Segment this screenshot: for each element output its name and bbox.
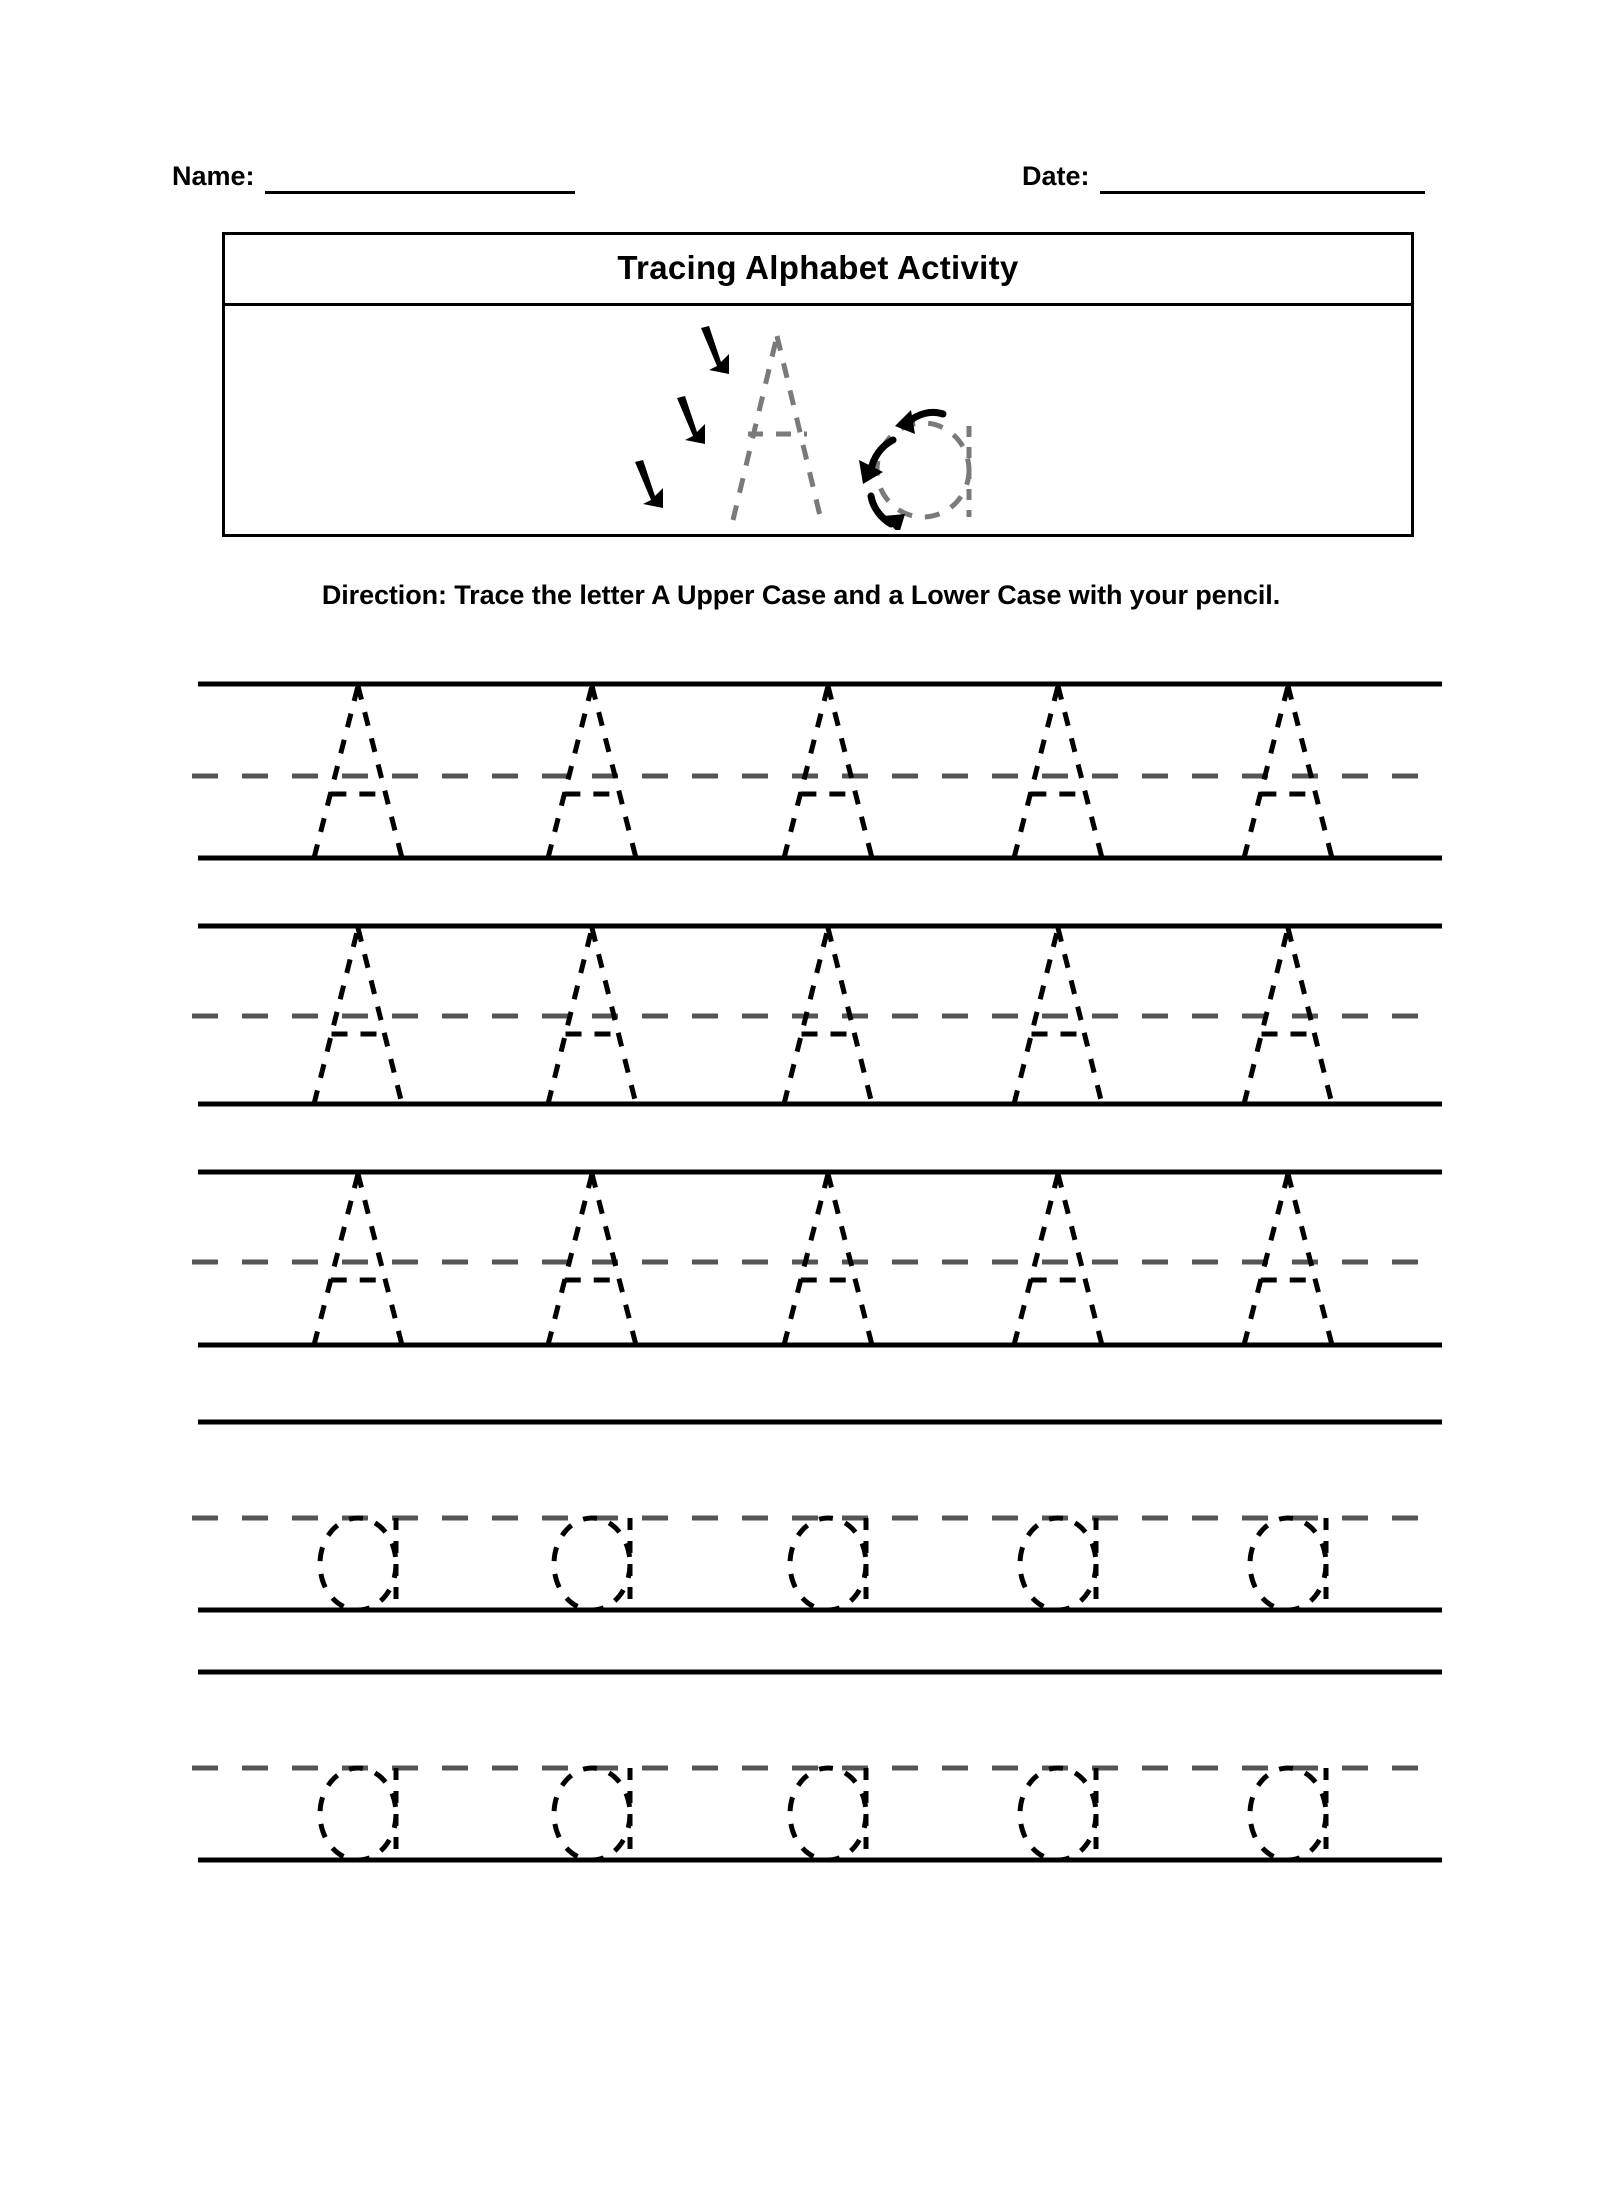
glyph-stroke-bowl [320,1518,396,1610]
page-title: Tracing Alphabet Activity [617,249,1019,286]
glyph-stroke-left-diagonal [784,928,828,1104]
name-label: Name: [172,161,255,191]
glyph-stroke-bowl [790,1768,866,1860]
trace-letter-uppercase-a[interactable] [784,928,872,1104]
example-stroke-diagram [605,310,1025,530]
glyph-stroke-left-diagonal [548,928,592,1104]
practice-row-5-lowercase[interactable] [320,1768,1326,1860]
trace-letter-uppercase-a[interactable] [1014,928,1102,1104]
trace-letter-uppercase-a[interactable] [314,686,402,858]
example-cell [225,306,1411,534]
glyph-stroke-left-diagonal [1014,686,1058,858]
trace-letter-uppercase-a[interactable] [1244,928,1332,1104]
glyph-stroke-right-diagonal [828,1174,872,1345]
glyph-stroke-left-diagonal [314,928,358,1104]
practice-row-4-lowercase[interactable] [320,1518,1326,1610]
trace-letter-uppercase-a[interactable] [1244,1174,1332,1345]
trace-letter-lowercase-a[interactable] [790,1768,866,1860]
glyph-stroke-right-diagonal [358,686,402,858]
glyph-stroke-left-diagonal [1014,1174,1058,1345]
glyph-stroke-left-diagonal [784,686,828,858]
trace-letter-lowercase-a[interactable] [790,1518,866,1610]
glyph-stroke-left-diagonal [314,1174,358,1345]
glyph-stroke-right-diagonal [1058,1174,1102,1345]
trace-letter-uppercase-a[interactable] [548,1174,636,1345]
date-input-line[interactable] [1100,161,1425,194]
trace-letter-lowercase-a[interactable] [1250,1768,1326,1860]
practice-row-1-uppercase[interactable] [314,686,1332,858]
trace-letter-uppercase-a[interactable] [784,1174,872,1345]
header [0,148,1602,194]
glyph-stroke-right-diagonal [1288,686,1332,858]
glyph-stroke-right-diagonal [592,1174,636,1345]
example-lowercase-a-glyph [877,423,969,517]
glyph-stroke-left-diagonal [1244,686,1288,858]
glyph-stroke-right-diagonal [592,686,636,858]
trace-letter-uppercase-a[interactable] [1014,1174,1102,1345]
glyph-stroke-bowl [1250,1768,1326,1860]
glyph-stroke-right-diagonal [1058,686,1102,858]
glyph-stroke-left-diagonal [314,686,358,858]
example-arrow-4-head [895,410,915,434]
glyph-stroke-bowl [320,1768,396,1860]
trace-letter-lowercase-a[interactable] [320,1518,396,1610]
glyph-stroke-left-diagonal [784,1174,828,1345]
practice-row-2-uppercase[interactable] [314,928,1332,1104]
glyph-stroke-left-diagonal [548,1174,592,1345]
name-input-line[interactable] [265,161,575,194]
trace-letter-lowercase-a[interactable] [320,1768,396,1860]
trace-letter-lowercase-a[interactable] [554,1768,630,1860]
trace-letter-uppercase-a[interactable] [314,1174,402,1345]
trace-letter-uppercase-a[interactable] [314,928,402,1104]
trace-letter-uppercase-a[interactable] [548,686,636,858]
trace-letter-uppercase-a[interactable] [548,928,636,1104]
example-arrow-4 [909,412,943,422]
glyph-stroke-right-diagonal [1058,928,1102,1104]
direction-text: Direction: Trace the letter A Upper Case and a Lower Case with your pencil. [321,580,1281,610]
example-uppercase-a-glyph [733,336,821,520]
glyph-stroke-right-diagonal [828,686,872,858]
glyph-stroke-bowl [1020,1518,1096,1610]
trace-letter-lowercase-a[interactable] [554,1518,630,1610]
title-example-box [222,232,1414,537]
example-arrow-2 [677,396,705,444]
glyph-stroke-left-diagonal [1244,928,1288,1104]
glyph-stroke-right-diagonal [358,1174,402,1345]
glyph-stroke-left-diagonal [548,686,592,858]
glyph-stroke-right-diagonal [592,928,636,1104]
glyph-stroke-bowl [1250,1518,1326,1610]
glyph-stroke-right-diagonal [1288,928,1332,1104]
glyph-stroke-right-diagonal [1288,1174,1332,1345]
example-arrow-3 [635,460,663,508]
trace-letter-uppercase-a[interactable] [1014,686,1102,858]
glyph-stroke-left-diagonal [1244,1174,1288,1345]
example-arrow-5 [871,440,893,470]
glyph-stroke-bowl [554,1768,630,1860]
example-arrow-1 [701,326,729,374]
glyph-stroke-bowl [1020,1768,1096,1860]
glyph-stroke-right-diagonal [828,928,872,1104]
trace-letter-lowercase-a[interactable] [1250,1518,1326,1610]
name-field[interactable] [172,148,575,194]
glyph-stroke-bowl [790,1518,866,1610]
trace-letter-lowercase-a[interactable] [1020,1518,1096,1610]
trace-letter-lowercase-a[interactable] [1020,1768,1096,1860]
glyph-stroke-left-diagonal [1014,928,1058,1104]
trace-letter-uppercase-a[interactable] [784,686,872,858]
glyph-stroke-bowl [554,1518,630,1610]
glyph-stroke-right-diagonal [358,928,402,1104]
practice-row-3-uppercase[interactable] [314,1174,1332,1345]
title-cell [225,235,1411,306]
date-field[interactable] [1022,148,1425,194]
trace-letter-uppercase-a[interactable] [1244,686,1332,858]
date-label: Date: [1022,161,1090,191]
